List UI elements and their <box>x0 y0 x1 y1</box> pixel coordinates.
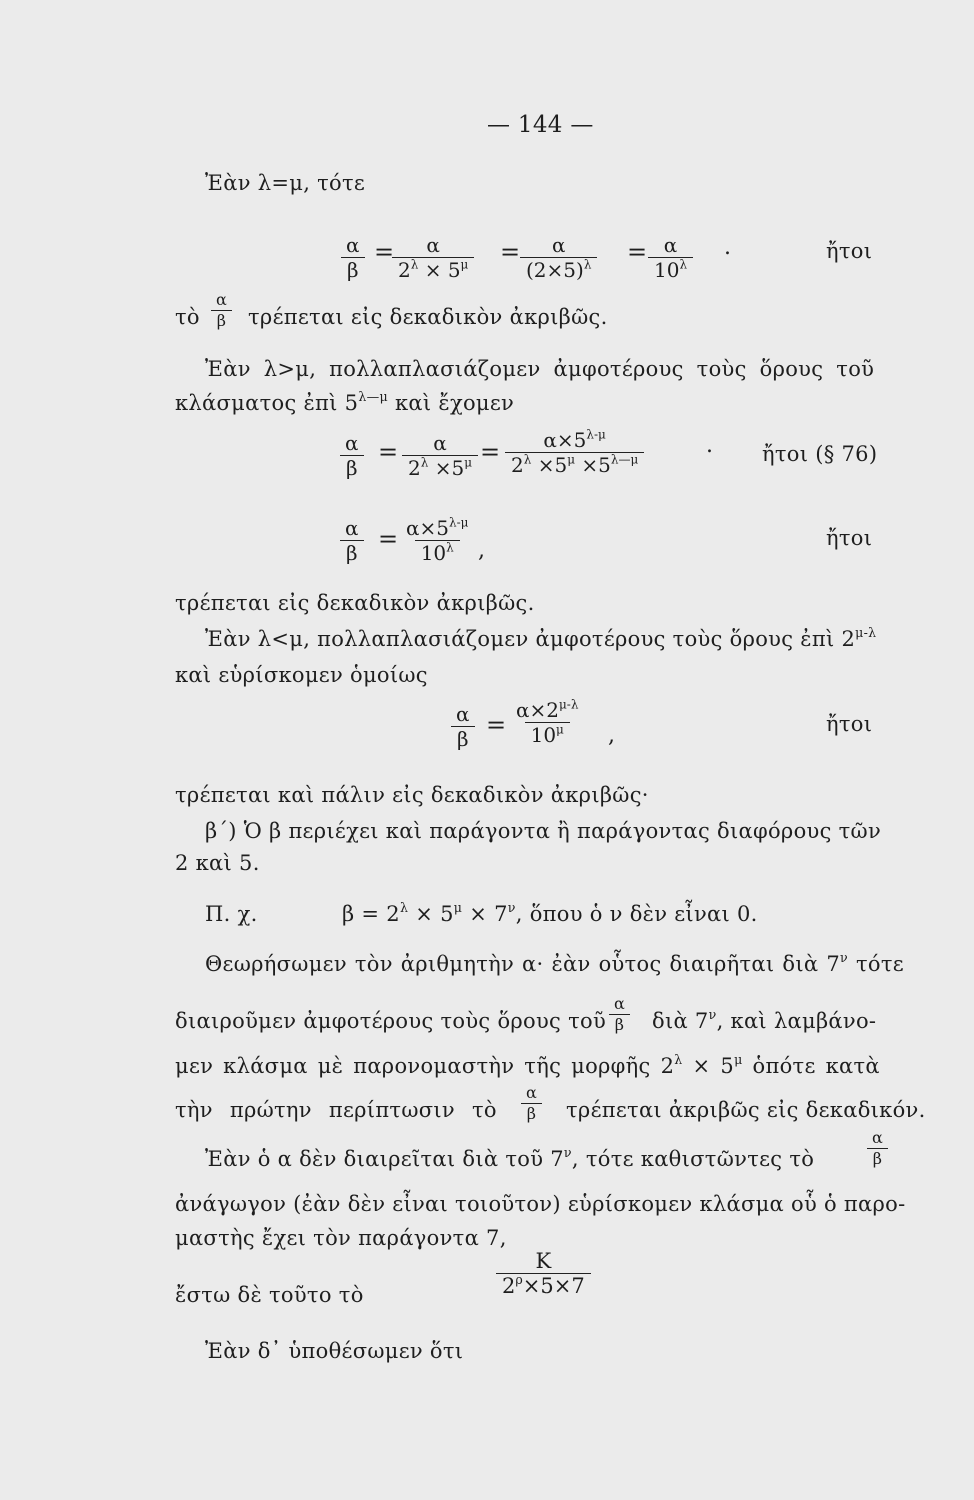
period: . <box>706 433 713 458</box>
frac-num: α <box>345 431 359 455</box>
frac-den: $2^\lambda \times 5^\mu \times 5^{\lambda—\mu}$ <box>505 452 644 476</box>
page-number: — 144 — <box>487 112 594 138</box>
frac-num: α <box>216 290 227 309</box>
eq2-frac-1 <box>339 433 365 479</box>
eq-sign: = <box>480 438 501 466</box>
text-line-19: ἔστω δὲ τοῦτο τὸ <box>175 1283 364 1307</box>
text-line-20: Ἐὰν δ᾿ ὑποθέσωμεν ὅτι <box>205 1339 464 1363</box>
text-line-6: Ἐὰν λ<μ, πολλαπλασιάζομεν ἀμφοτέρους τοὺς ὅρους ἐπὶ $2^{\mu-\lambda}$ <box>205 625 877 651</box>
comma: , <box>608 723 615 748</box>
eq5-frac <box>496 1250 591 1298</box>
frac-den: β <box>521 1103 542 1123</box>
text-line-18: μαστὴς ἔχει τὸν παράγοντα 7, <box>175 1226 507 1250</box>
eq2-frac-3 <box>505 427 644 477</box>
eq1-frac-3 <box>520 235 597 281</box>
eq2-frac-2 <box>402 433 478 479</box>
eq4-frac-2 <box>510 697 584 747</box>
frac-den: β <box>451 726 475 750</box>
eq-sign: = <box>500 238 521 266</box>
eq-sign: = <box>378 525 399 553</box>
frac-num: α <box>614 994 625 1013</box>
frac-den: β <box>609 1014 630 1034</box>
text-line-11: $\beta = 2^\lambda \times 5^\mu \times 7^\nu$, ὅπου ὁ ν δὲν εἶναι 0. <box>342 900 758 926</box>
inline-frac-alpha-beta <box>520 1085 543 1122</box>
eq1-f4-num: α <box>663 233 678 257</box>
text-line-2: τρέπεται εἰς δεκαδικὸν ἀκριβῶς. <box>248 305 608 329</box>
text-line-2-to: τὸ <box>175 305 200 329</box>
frac-den: $2^\rho\times 5\times 7$ <box>496 1273 591 1298</box>
eq2-htoi: ἤτοι (§ 76) <box>762 442 878 466</box>
inline-frac-alpha-beta <box>608 996 631 1033</box>
text-line-11-label: Π. χ. <box>205 902 258 926</box>
frac-den: $2^\lambda \times 5^\mu$ <box>402 455 478 479</box>
frac-den: β <box>340 540 364 564</box>
eq-sign: = <box>486 711 507 739</box>
text-line-12: Θεωρήσωμεν τὸν ἀριθμητὴν α· ἐὰν οὗτος διαιρῆται διὰ $7^\nu$ τότε <box>205 950 904 976</box>
inline-frac-alpha-beta <box>210 292 233 329</box>
frac-den: β <box>867 1148 888 1168</box>
text-line-15b: τρέπεται ἀκριβῶς εἰς δεκαδικόν. <box>566 1098 926 1122</box>
frac-den: β <box>211 310 232 330</box>
eq3-frac-2 <box>400 515 474 565</box>
inline-frac-alpha-beta <box>866 1130 889 1167</box>
eq1-f2-den: $2^\lambda \times 5^\mu$ <box>392 257 474 281</box>
eq4-frac-1 <box>450 704 476 750</box>
eq4-htoi: ἤτοι <box>826 712 873 736</box>
eq1-f2-num: α <box>426 233 440 257</box>
text-line-13b: διὰ $7^\nu$, καὶ λαμβάνο- <box>652 1007 877 1033</box>
text-line-13a: διαιροῦμεν ἀμφοτέρους τοὺς ὅρους τοῦ <box>175 1009 607 1033</box>
eq1-f3-den: $(2\times 5)^\lambda$ <box>520 257 597 281</box>
text-line-15a: τὴν πρώτην περίπτωσιν τὸ <box>175 1098 497 1122</box>
text-line-16: Ἐὰν ὁ α δὲν διαιρεῖται διὰ τοῦ $7^\nu$, τότε καθιστῶντες τὸ <box>205 1145 815 1171</box>
frac-num: α <box>345 516 359 540</box>
eq-sign: = <box>378 438 399 466</box>
eq3-frac-1 <box>339 518 365 564</box>
frac-num: α <box>872 1128 883 1147</box>
eq1-f1-den: β <box>341 257 365 281</box>
frac-num: $\alpha\times 2^{\mu-\lambda}$ <box>516 697 579 722</box>
frac-num: $\alpha\times 5^{\lambda-\mu}$ <box>543 427 606 452</box>
text-line-8: τρέπεται καὶ πάλιν εἰς δεκαδικὸν ἀκριβῶς· <box>175 783 649 807</box>
eq3-htoi: ἤτοι <box>826 526 873 550</box>
eq-sign: = <box>374 238 395 266</box>
text-line-1: Ἐὰν λ=μ, τότε <box>205 171 366 195</box>
eq1-f4-den: $10^\lambda$ <box>648 257 693 281</box>
frac-den: $10^\mu$ <box>525 722 570 746</box>
eq1-frac-2 <box>392 235 474 281</box>
frac-num: α <box>433 431 447 455</box>
frac-num: K <box>535 1249 552 1273</box>
text-line-4: κλάσματος ἐπὶ $5^{\lambda—\mu}$ καὶ ἔχομεν <box>175 389 515 415</box>
eq-sign: = <box>627 238 648 266</box>
text-line-7: καὶ εὑρίσκομεν ὁμοίως <box>175 663 428 687</box>
frac-num: α <box>526 1083 537 1102</box>
comma: , <box>478 538 485 563</box>
text-line-10: 2 καὶ 5. <box>175 851 260 875</box>
eq1-frac-4 <box>648 235 693 281</box>
eq1-htoi: ἤτοι <box>826 239 873 263</box>
eq1-f3-num: α <box>551 233 566 257</box>
text-line-9: β΄) Ὁ β περιέχει καὶ παράγοντα ἢ παράγοντας διαφόρους τῶν <box>205 819 882 843</box>
text-line-17: ἀνάγωγον (ἐὰν δὲν εἶναι τοιοῦτον) εὑρίσκομεν κλάσμα οὗ ὁ παρο- <box>175 1192 906 1216</box>
text-line-14: μεν κλάσμα μὲ παρονομαστὴν τῆς μορφῆς $2^\lambda \times 5^\mu$ ὁπότε κατὰ <box>175 1052 880 1078</box>
frac-num: $\alpha\times 5^{\lambda-\mu}$ <box>406 515 469 540</box>
text-line-3: Ἐὰν λ>μ, πολλαπλασιάζομεν ἀμφοτέρους τοὺς ὅρους τοῦ <box>205 357 875 381</box>
frac-num: α <box>456 702 470 726</box>
frac-den: β <box>340 455 364 479</box>
period: . <box>724 235 731 260</box>
text-line-5: τρέπεται εἰς δεκαδικὸν ἀκριβῶς. <box>175 591 535 615</box>
frac-den: $10^\lambda$ <box>415 540 460 564</box>
eq1-frac-alpha-beta <box>340 235 366 281</box>
eq1-f1-num: α <box>346 233 360 257</box>
